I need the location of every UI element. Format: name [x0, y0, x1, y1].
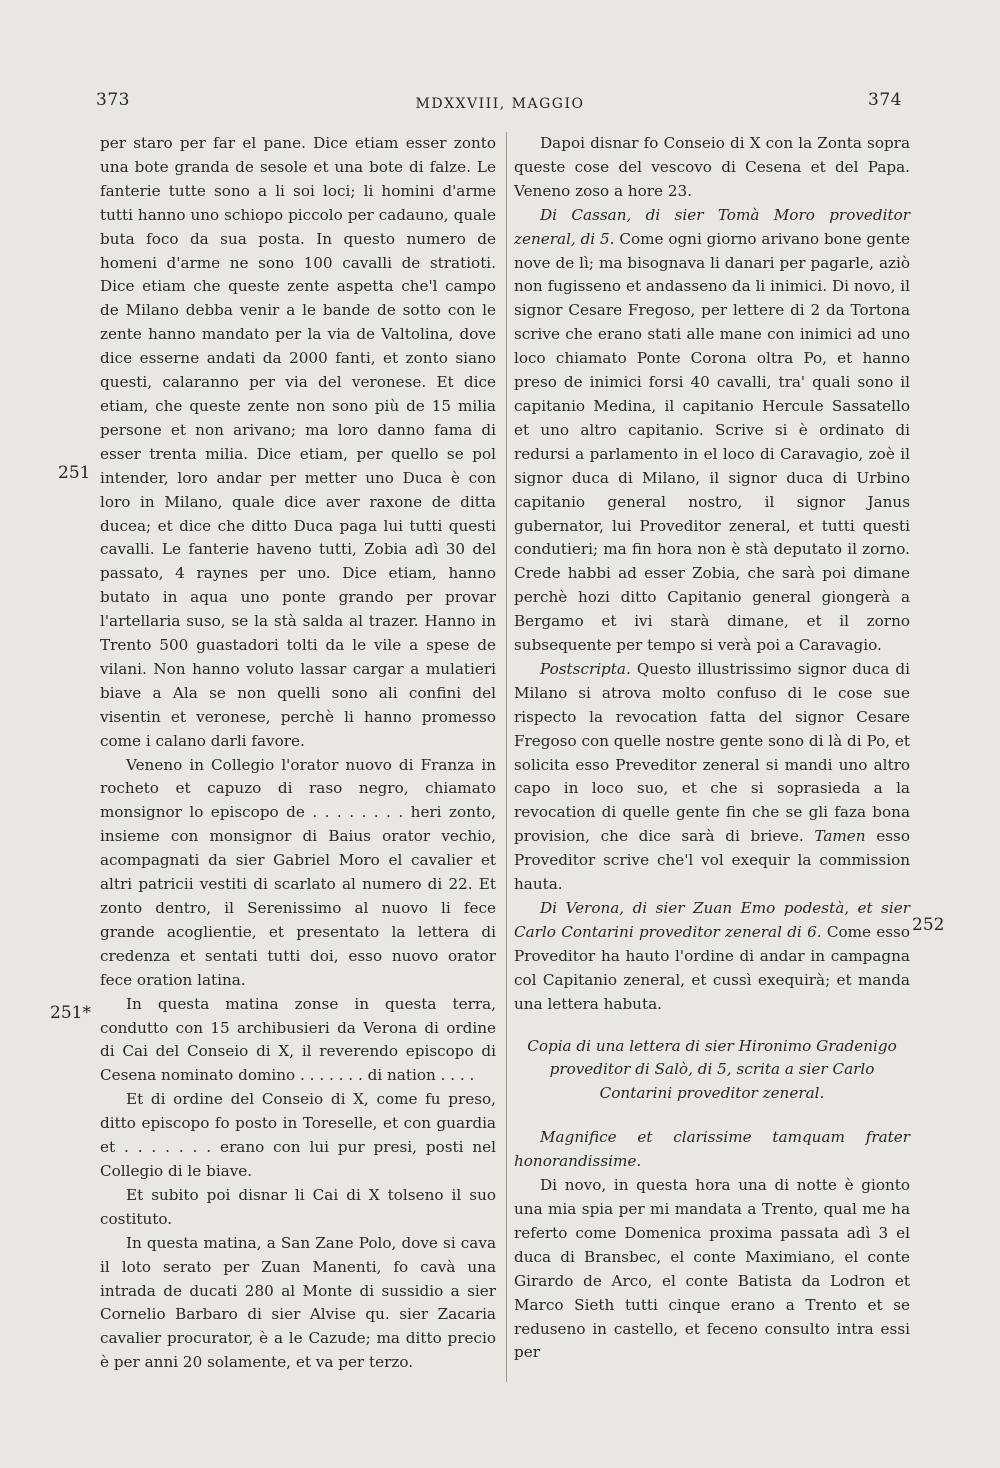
column-divider	[506, 132, 507, 1382]
paragraph: Dapoi disnar fo Conseio di X con la Zonta sopra queste cose del vescovo di Cesena et del Papa. Veneno zoso a hore 23.	[514, 134, 910, 200]
paragraph: per staro per far el pane. Dice etiam esser zonto una bote granda de sesole et una bote di falze. Le fanterie tutte sono a li soi loci; li homini d'arme tutti hanno uno schiopo piccolo per cadauno, quale buta foco da sua posta. In questo numero de homeni d'arme ne sono 100 cavalli de stratioti. Dice etiam che queste zente aspetta che'l campo de Milano debba venir a le bande de sotto con le zente hanno mandato per la via de Valtolina, dove dice esserne andati da 2000 fanti, et zonto siano questi, calaranno per via del veronese. Et dice etiam, che queste zente non sono più de 15 milia persone et non arivano; ma loro danno fama di esser trenta milia. Dice etiam, per quello se pol intender, loro andar per metter uno Duca è con loro in Milano, quale dice aver raxone de ditta ducea; et dice che ditto Duca paga lui tutti questi cavalli. Le fanterie haveno tutti, Zobia adì 30 del passato, 4 raynes per uno. Dice etiam, hanno butato in aqua uno ponte grando per provar l'artellaria suso, se la stà salda al trazer. Hanno in Trento 500 guastadori tolti da le vile a spese de vilani. Non hanno voluto lassar cargar a mulatieri biave a Ala se non quelli sono ali confini del visentin et veronese, perchè li hanno promesso come i calano darli favore.	[100, 134, 496, 750]
margin-number-252: 252	[912, 915, 945, 935]
letter-caption: Copia di una lettera di sier Hironimo Gradenigo proveditor di Salò, di 5, scrita a sier Carlo Contarini proveditor zeneral.	[527, 1036, 897, 1103]
dispatch-heading: Di Verona, di sier Zuan Emo podestà, et sier Carlo Contarini proveditor zeneral di 6.	[514, 899, 910, 941]
letter-salutation: Magnifice et clarissime tamquam frater honorandissime.	[514, 1128, 910, 1171]
paragraph: Di novo, in questa hora una di notte è gionto una mia spia per mi mandata a Trento, qual me ha referto come Domenica proxima passata adì 3 el duca di Bransbec, el conte Maximiano, el conte Girardo de Arco, el conte Batista da Lodron et Marco Sieth tutti cinque erano a Trento et se reduseno in castello, et feceno consulto intra essi per	[514, 1176, 910, 1362]
paragraph: Et subito poi disnar li Cai di X tolseno il suo costituto.	[100, 1185, 496, 1228]
paragraph: Di Cassan, di sier Tomà Moro proveditor zeneral, di 5. Come ogni giorno arivano bone gente nove de lì; ma bisognava li danari per pagarle, aziò non fugisseno et andasseno da li inimici. Di novo, il signor Cesare Fregoso, per lettere di 2 da Tortona scrive che erano stati alle mane con inimici ad uno loco chiamato Ponte Corona oltra Po, et hanno preso de inimici forsi 40 cavalli, tra' quali sono il capitanio Medina, il capitanio Hercule Sassatello et uno altro capitanio. Scrive si è ordinato di redursi a parlamento in el loco di Caravagio, zoè il signor duca di Milano, il signor duca di Urbino capitanio general nostro, il signor Janus gubernator, lui Proveditor zeneral, et tutti questi condutieri; ma fin hora non è stà deputato il zorno. Crede habbi ad esser Zobia, che sarà poi dimane perchè hozi ditto Capitanio general giongerà a Bergamo et ivi starà dimane, et il zorno subsequente per tempo si verà poi a Caravagio.	[514, 205, 911, 655]
right-page-number: 374	[868, 90, 902, 110]
dispatch-heading: Di Cassan, di sier Tomà Moro proveditor zeneral, di 5.	[514, 205, 910, 248]
paragraph: In questa matina, a San Zane Polo, dove si cava il loto serato per Zuan Manenti, fo cavà una intrada de ducati 280 al Monte di sussidio a sier Cornelio Barbaro di sier Alvise qu. sier Zacaria cavalier procurator, è a le Cazude; ma ditto precio è per anni 20 solamente, et va per terzo.	[100, 1233, 496, 1372]
margin-number-251: 251	[58, 463, 91, 483]
left-column	[100, 132, 496, 1375]
left-page-number: 373	[96, 90, 130, 110]
paragraph: Veneno in Collegio l'orator nuovo di Franza in rocheto et capuzo di raso negro, chiamato monsignor lo episcopo de . . . . . . . . heri zonto, insieme con monsignor di Baius orator vechio, acompagnati da sier Gabriel Moro el cavalier et altri patricii vestiti di scarlato al numero di 22. Et zonto dentro, il Serenissimo al nuovo li fece grande acoglientie, et presentato la lettera di credenza et sentati tutti doi, esso nuovo orator fece oration latina.	[100, 755, 496, 989]
right-column	[514, 132, 910, 1365]
paragraph: Et di ordine del Conseio di X, come fu preso, ditto episcopo fo posto in Toreselle, et con guardia et . . . . . . . erano con lui pur presi, posti nel Collegio di le biave.	[100, 1090, 496, 1180]
paragraph: Postscripta. Questo illustrissimo signor duca di Milano si atrova molto confuso di le cose sue rispecto la revocation fatta del signor Cesare Fregoso con quelle nostre gente sono di là di Po, et solicita esso Preveditor zeneral si mandi uno altro capo in loco suo, et che si soprasieda a la revocation di quelle gente fin che se gli faza bona provision, che dice sarà di brieve. Tamen esso Proveditor scrive che'l vol exequir la commission hauta.	[514, 659, 910, 894]
running-title: MDXXVIII, MAGGIO	[415, 96, 585, 112]
paragraph: In questa matina zonse in questa terra, condutto con 15 archibusieri da Verona di ordine di Cai del Conseio di X, il reverendo episcopo di Cesena nominato domino . . . . . . . di nation . . . .	[100, 994, 496, 1085]
margin-number-251-star: 251*	[50, 1003, 91, 1023]
paragraph: Di Verona, di sier Zuan Emo podestà, et sier Carlo Contarini proveditor zeneral di 6. Come esso Proveditor ha hauto l'ordine di andar in campagna col Capitanio zeneral, et cussì exequirà; et manda una lettera habuta.	[514, 899, 910, 1013]
postscript-heading: Postscripta.	[540, 659, 631, 678]
